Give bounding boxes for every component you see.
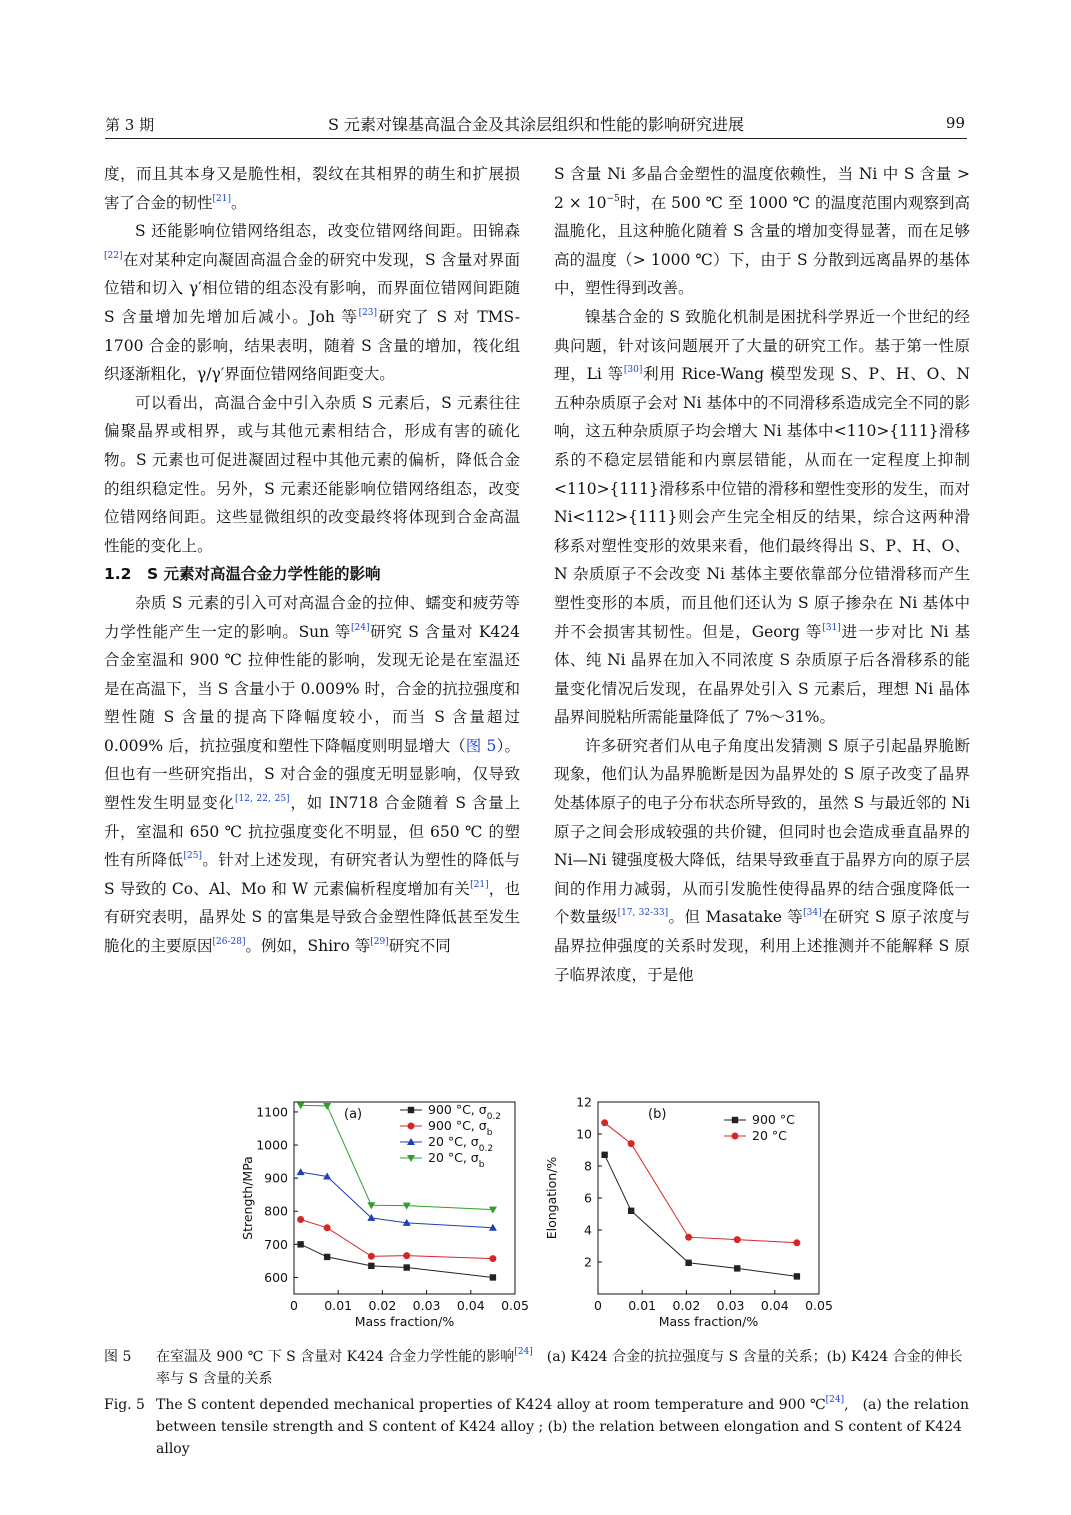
data-point xyxy=(324,1224,331,1231)
citation-link[interactable]: [26-28] xyxy=(212,937,246,948)
x-tick-label: 0.02 xyxy=(368,1298,397,1313)
figure-5 xyxy=(0,1088,1071,1328)
series-line xyxy=(301,1244,493,1277)
x-tick-label: 0.04 xyxy=(760,1298,789,1313)
series-line xyxy=(605,1155,797,1277)
data-point xyxy=(297,1241,303,1247)
x-tick-label: 0.04 xyxy=(456,1298,485,1313)
figure-caption-cn: 图 5 在室温及 900 ℃ 下 S 含量对 K424 合金力学性能的影响[24] (a) K424 合金的抗拉强度与 S 含量的关系；(b) K424 合金的伸长率与 S 含量的关系 xyxy=(104,1347,963,1387)
y-tick-label: 8 xyxy=(584,1158,592,1174)
y-tick-label: 700 xyxy=(264,1236,288,1252)
legend-marker xyxy=(732,1117,738,1123)
running-title: S 元素对镍基高温合金及其涂层组织和性能的影响研究进展 xyxy=(327,115,745,134)
paragraph: S 还能影响位错网络组态，改变位错网络间距。田锦森[22]在对某种定向凝固高温合金的研究中发现，S 含量对界面位错和切入 γ′相位错的组态没有影响，而界面位错网间距随 S 含量增加先增加后减小。Joh 等[23]研究了 S 对 TMS-1700 合金的影响，结果表明，随着 S 含量的增加，筏化组织逐渐粗化，γ/γ′界面位错网络间距变大。 xyxy=(104,222,520,384)
y-axis-label: Elongation/% xyxy=(544,1156,559,1240)
data-point xyxy=(734,1265,740,1271)
running-header xyxy=(105,112,967,139)
citation-link[interactable]: [24] xyxy=(514,1347,533,1357)
y-tick-label: 600 xyxy=(264,1269,288,1285)
series-line xyxy=(301,1172,493,1228)
y-tick-label: 1000 xyxy=(256,1137,288,1153)
citation-link[interactable]: [21] xyxy=(212,193,231,204)
data-point xyxy=(794,1273,800,1279)
panel-label: (a) xyxy=(344,1107,363,1122)
section-heading: 1.2 S 元素对高温合金力学性能的影响 xyxy=(104,565,381,584)
paragraph: S 含量 Ni 多晶合金塑性的温度依赖性，当 Ni 中 S 含量 > $2 \times 10^{-5}$时，在 500 ℃ 至 1000 ℃ 的温度范围内观察到高温脆化，且这种脆化随着 S 含量的增加变得显著，而在足够高的温度（> 1000 ℃）下，由于 S 分散到远离晶界的基体中，塑性得到改善。 xyxy=(554,165,970,298)
data-point xyxy=(368,1253,375,1260)
citation-link[interactable]: [17, 32-33] xyxy=(617,908,669,919)
legend-marker xyxy=(408,1107,414,1113)
issue-number: 第 3 期 xyxy=(105,116,155,134)
data-point xyxy=(490,1274,496,1280)
data-point xyxy=(601,1152,607,1158)
legend-label: 20 °C, $\sigma_{0.2}$ xyxy=(428,1134,494,1154)
citation-link[interactable]: [23] xyxy=(358,307,378,318)
x-tick-label: 0.01 xyxy=(628,1298,657,1313)
data-point xyxy=(323,1103,331,1110)
right-column xyxy=(554,160,970,989)
data-point xyxy=(403,1252,410,1259)
x-axis-label: Mass fraction/% xyxy=(658,1314,759,1328)
paragraph: 镍基合金的 S 致脆化机制是困扰科学界近一个世纪的经典问题，针对该问题展开了大量的研究工作。基于第一性原理，Li 等[30]利用 Rice-Wang 模型发现 S、P、H、O、N 五种杂质原子会对 Ni 基体中的不同滑移系造成完全不同的影响，这五种杂质原子均会增大 Ni 基体中<110>{111}滑移系的不稳定层错能和内禀层错能，从而在一定程度上抑制<110>{111}滑移系中位错的滑移和塑性变形的发生，而对 Ni<112>{111}则会产生完全相反的结果，综合这两种滑移系对塑性变形的效果来看，他们最终得出 S、P、H、O、N 杂质原子不会改变 Ni 基体主要依靠部分位错滑移而产生塑性变形的本质，而且他们还认为 S 原子掺杂在 Ni 基体中并不会损害其韧性。但是，Georg 等[31]进一步对比 Ni 基体、纯 Ni 晶界在加入不同浓度 S 杂质原子后各滑移系的能量变化情况后发现，在晶界处引入 S 元素后，理想 Ni 晶体晶界间脱粘所需能量降低了 7%～31%。 xyxy=(554,307,970,727)
legend-marker xyxy=(732,1133,739,1140)
data-point xyxy=(489,1255,496,1262)
x-tick-label: 0.02 xyxy=(672,1298,701,1313)
citation-link[interactable]: [29] xyxy=(370,937,389,948)
panel-label: (b) xyxy=(648,1107,667,1122)
x-tick-label: 0.03 xyxy=(412,1298,441,1313)
data-point xyxy=(324,1254,330,1260)
x-tick-label: 0.01 xyxy=(324,1298,353,1313)
figure-label: Fig. 5 xyxy=(104,1397,145,1413)
legend-label: 900 °C, $\sigma_b$ xyxy=(428,1118,493,1138)
data-point xyxy=(685,1234,692,1241)
y-tick-label: 900 xyxy=(264,1170,288,1186)
data-point xyxy=(685,1260,691,1266)
page-number: 99 xyxy=(945,114,965,132)
data-point xyxy=(734,1236,741,1243)
figure-link[interactable]: 图 5 xyxy=(465,736,497,755)
citation-link[interactable]: [12, 22, 25] xyxy=(234,794,290,805)
figure-caption-en: Fig. 5 The S content depended mechanical properties of K424 alloy at room temperature and 900 ℃[24], (a) the relation between tensile strength and S content of K424 alloy ; (b) the relation between elongation and S content of K424 alloy xyxy=(104,1395,970,1457)
citation-link[interactable]: [22] xyxy=(104,250,123,261)
data-point xyxy=(628,1208,634,1214)
legend-marker xyxy=(408,1123,415,1130)
legend-label: 900 °C xyxy=(752,1112,795,1127)
x-axis-label: Mass fraction/% xyxy=(354,1314,455,1328)
data-point xyxy=(404,1264,410,1270)
legend-label: 20 °C, $\sigma_b$ xyxy=(428,1150,485,1170)
y-tick-label: 4 xyxy=(584,1222,592,1238)
citation-link[interactable]: [31] xyxy=(822,622,841,633)
citation-link[interactable]: [21] xyxy=(470,879,489,890)
data-point xyxy=(793,1239,800,1246)
left-column xyxy=(104,160,520,961)
x-tick-label: 0.05 xyxy=(805,1298,833,1313)
y-tick-label: 10 xyxy=(576,1126,592,1142)
data-point xyxy=(601,1119,608,1126)
citation-link[interactable]: [24] xyxy=(351,622,370,633)
paragraph: 许多研究者们从电子角度出发猜测 S 原子引起晶界脆断现象，他们认为晶界脆断是因为晶界处的 S 原子改变了晶界处基体原子的电子分布状态所导致的，虽然 S 与最近邻的 Ni 原子之间会形成较强的共价键，但同时也会造成垂直晶界的 Ni—Ni 键强度极大降低，结果导致垂直于晶界方向的原子层间的作用力减弱，从而引发脆性使得晶界的结合强度降低一个数量级[17, 32-33]。但 Masatake 等[34]在研究 S 原子浓度与晶界拉伸强度的关系时发现，利用上述推测并不能解释 S 原子临界浓度，于是他 xyxy=(554,736,970,984)
citation-link[interactable]: [25] xyxy=(183,851,202,862)
data-point xyxy=(297,1168,305,1175)
y-axis-label: Strength/MPa xyxy=(240,1156,255,1240)
legend-label: 20 °C xyxy=(752,1128,787,1143)
data-point xyxy=(297,1216,304,1223)
x-tick-label: 0 xyxy=(594,1298,602,1313)
y-tick-label: 6 xyxy=(584,1190,592,1206)
citation-link[interactable]: [34] xyxy=(803,908,822,919)
figure-label: 图 5 xyxy=(104,1349,132,1365)
citation-link[interactable]: [30] xyxy=(623,365,643,376)
citation-link[interactable]: [24] xyxy=(825,1395,845,1405)
x-tick-label: 0.05 xyxy=(501,1298,529,1313)
paragraph: 度，而且其本身又是脆性相，裂纹在其相界的萌生和扩展损害了合金的韧性[21]。 xyxy=(104,165,520,212)
data-point xyxy=(628,1140,635,1147)
x-tick-label: 0.03 xyxy=(716,1298,745,1313)
data-point xyxy=(489,1207,497,1214)
y-tick-label: 2 xyxy=(584,1254,592,1270)
legend-label: 900 °C, $\sigma_{0.2}$ xyxy=(428,1102,502,1122)
paragraph: 杂质 S 元素的引入可对高温合金的拉伸、蠕变和疲劳等力学性能产生一定的影响。Sun 等[24]研究 S 含量对 K424 合金室温和 900 ℃ 拉伸性能的影响，发现无论是在室温还是在高温下，当 S 含量小于 0.009% 时，合金的抗拉强度和塑性随 S 含量的提高下降幅度较小，而当 S 含量超过 0.009% 后，抗拉强度和塑性下降幅度则明显增大（图 5）。但也有一些研究指出，S 对合金的强度无明显影响，仅导致塑性发生明显变化[12, 22, 25]，如 IN718 合金随着 S 含量上升，室温和 650 ℃ 抗拉强度变化不明显，但 650 ℃ 的塑性有所降低[25]。针对上述发现，有研究者认为塑性的降低与 S 导致的 Co、Al、Mo 和 W 元素偏析程度增加有关[21]，也有研究表明，晶界处 S 的富集是导致合金塑性降低甚至发生脆化的主要原因[26-28]。例如，Shiro 等[29]研究不同 xyxy=(104,593,520,956)
figure-charts xyxy=(0,1088,1071,1328)
y-tick-label: 12 xyxy=(576,1094,592,1110)
paragraph: 可以看出，高温合金中引入杂质 S 元素后，S 元素往往偏聚晶界或相界，或与其他元素相结合，形成有害的硫化物。S 元素也可促进凝固过程中其他元素的偏析，降低合金的组织稳定性。另外，S 元素还能影响位错网络组态，改变位错网络间距。这些显微组织的改变最终将体现到合金高温性能的变化上。 xyxy=(104,393,520,555)
y-tick-label: 800 xyxy=(264,1203,288,1219)
x-tick-label: 0 xyxy=(290,1298,298,1313)
data-point xyxy=(368,1263,374,1269)
y-tick-label: 1100 xyxy=(256,1104,288,1120)
